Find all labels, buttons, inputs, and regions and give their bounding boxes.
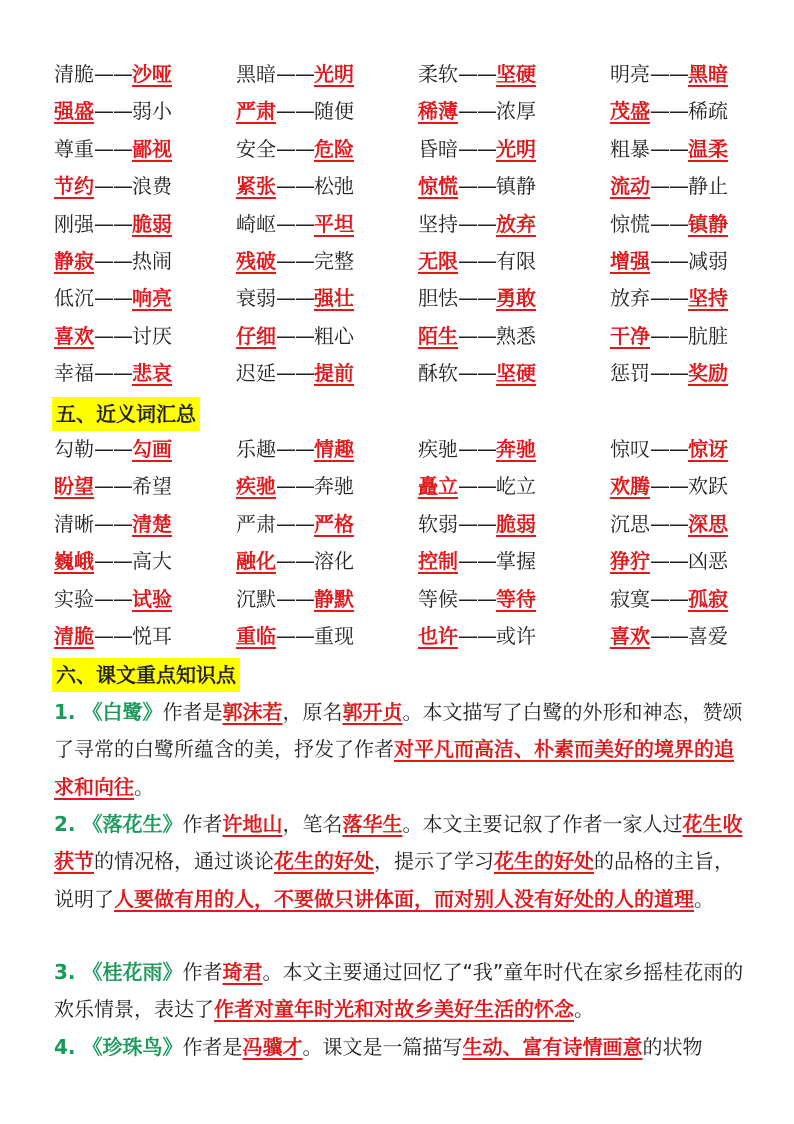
dash-separator: —— <box>650 549 688 574</box>
antonym-pair <box>236 355 354 392</box>
antonym-word: 光明 <box>314 62 354 86</box>
dash-separator: —— <box>276 323 314 348</box>
antonym-word: 弱小 <box>132 99 172 124</box>
antonym-word: 残破 <box>236 249 276 273</box>
synonym-word: 奔驰 <box>314 474 354 499</box>
antonym-word: 减弱 <box>688 249 728 273</box>
antonym-pair <box>54 280 172 317</box>
antonym-word: 坚持 <box>418 211 458 236</box>
antonym-pair <box>610 168 728 205</box>
antonym-word: 严肃 <box>236 99 276 124</box>
synonym-pair <box>236 543 354 580</box>
antonym-word: 粗暴 <box>610 136 650 161</box>
synonym-word: 寂寞 <box>610 586 650 611</box>
dash-separator: —— <box>94 511 132 536</box>
antonym-pair <box>418 168 536 205</box>
synonym-word: 重现 <box>314 624 354 648</box>
synonym-pair <box>610 543 728 580</box>
antonym-word: 安全 <box>236 136 276 161</box>
body-text: 。 <box>694 886 714 911</box>
dash-separator: —— <box>458 323 496 348</box>
antonym-pair <box>610 243 728 280</box>
key-phrase: 冯骥才 <box>242 1035 303 1059</box>
synonym-word: 疾驰 <box>236 474 276 499</box>
synonym-word: 高大 <box>132 549 172 574</box>
dash-separator: —— <box>94 211 132 236</box>
dash-separator: —— <box>94 136 132 161</box>
knowledge-paragraph <box>54 806 746 918</box>
antonym-pair <box>418 243 536 280</box>
antonym-pair <box>236 206 354 243</box>
item-number: 2. <box>54 812 83 836</box>
synonym-word: 盼望 <box>54 474 94 499</box>
synonym-word: 疾驰 <box>418 437 458 461</box>
antonym-pair <box>418 131 536 168</box>
dash-separator: —— <box>458 99 496 124</box>
synonym-pair <box>418 468 536 505</box>
body-text: 的情况格，通过谈论 <box>94 849 274 874</box>
dash-separator: —— <box>458 437 496 461</box>
key-phrase: 落华生 <box>342 812 403 836</box>
antonym-word: 强壮 <box>314 286 354 311</box>
antonym-pair <box>54 168 172 205</box>
synonym-word: 溶化 <box>314 549 354 574</box>
dash-separator: —— <box>650 136 688 161</box>
antonym-word: 幸福 <box>54 361 94 386</box>
dash-separator: —— <box>650 586 688 611</box>
synonym-pair <box>236 468 354 505</box>
antonym-pair <box>54 206 172 243</box>
body-text: 。 <box>574 997 594 1022</box>
synonym-pair <box>54 543 172 580</box>
antonym-pair <box>610 131 728 168</box>
key-phrase: 许地山 <box>222 812 283 836</box>
synonym-word: 惊叹 <box>610 437 650 461</box>
antonym-pair <box>54 131 172 168</box>
synonym-pair <box>418 618 536 655</box>
antonym-word: 勇敢 <box>496 286 536 311</box>
synonym-word: 重临 <box>236 624 276 648</box>
item-number: 4. <box>54 1035 83 1059</box>
antonym-word: 低沉 <box>54 286 94 311</box>
antonym-row <box>0 280 794 317</box>
body-text: 作者 <box>182 812 223 836</box>
antonym-word: 奖励 <box>688 361 728 386</box>
synonym-row <box>0 581 794 618</box>
synonym-word: 严肃 <box>236 511 276 536</box>
synonym-word: 或许 <box>496 624 536 648</box>
key-phrase: 花生收获节 <box>54 812 743 874</box>
knowledge-paragraph <box>54 1029 746 1066</box>
dash-separator: —— <box>650 361 688 386</box>
antonym-word: 稀薄 <box>418 99 458 124</box>
item-number: 3. <box>54 960 83 984</box>
synonym-word: 等候 <box>418 586 458 611</box>
antonym-pair <box>54 93 172 130</box>
antonym-word: 刚强 <box>54 211 94 236</box>
antonym-word: 衰弱 <box>236 286 276 311</box>
antonym-pair <box>236 93 354 130</box>
synonym-word: 控制 <box>418 549 458 574</box>
antonym-word: 放弃 <box>610 286 650 311</box>
antonym-pair <box>236 280 354 317</box>
dash-separator: —— <box>650 511 688 536</box>
dash-separator: —— <box>94 286 132 311</box>
body-text: 。本文描写了白鹭的外形和神态，赞颂了寻常的白鹭所蕴含的美，抒发了作者 <box>54 700 743 762</box>
synonym-word: 孤寂 <box>688 586 728 611</box>
antonym-pair <box>610 93 728 130</box>
synonym-word: 试验 <box>132 586 172 611</box>
antonym-word: 清脆 <box>54 62 94 86</box>
dash-separator: —— <box>650 286 688 311</box>
dash-separator: —— <box>276 286 314 311</box>
antonym-word: 惊慌 <box>610 211 650 236</box>
antonym-pair <box>236 131 354 168</box>
antonym-word: 鄙视 <box>132 136 172 161</box>
antonym-pair <box>418 56 536 93</box>
body-text: 。本文主要通过回忆了“我”童年时代在家乡摇桂花雨的欢乐情景，表达了 <box>54 960 744 1022</box>
antonym-word: 粗心 <box>314 323 354 348</box>
synonym-pair <box>54 581 172 618</box>
body-text: 的品格的主旨，说明了 <box>54 849 734 911</box>
synonym-word: 沉默 <box>236 586 276 611</box>
antonym-word: 黑暗 <box>688 62 728 86</box>
dash-separator: —— <box>276 62 314 86</box>
antonym-word: 迟延 <box>236 361 276 386</box>
knowledge-paragraph <box>54 954 746 1029</box>
synonym-row <box>0 543 794 580</box>
dash-separator: —— <box>650 174 688 199</box>
synonym-word: 屹立 <box>496 474 536 499</box>
dash-separator: —— <box>650 437 688 461</box>
section5-heading: 五、近义词汇总 <box>52 397 200 431</box>
antonym-pair <box>610 56 728 93</box>
antonym-row <box>0 131 794 168</box>
antonym-word: 镇静 <box>496 174 536 199</box>
antonym-word: 镇静 <box>688 211 728 236</box>
dash-separator: —— <box>458 511 496 536</box>
antonym-pair <box>418 93 536 130</box>
antonym-word: 无限 <box>418 249 458 273</box>
synonym-pair <box>418 543 536 580</box>
synonym-pair <box>236 581 354 618</box>
antonym-pair <box>54 355 172 392</box>
antonym-word: 完整 <box>314 249 354 273</box>
antonym-word: 松弛 <box>314 174 354 199</box>
key-phrase: 对平凡而高洁、朴素而美好的境界的追求和向往 <box>54 737 734 799</box>
body-text: 作者是 <box>162 700 223 724</box>
antonym-pair <box>418 280 536 317</box>
antonym-word: 惩罚 <box>610 361 650 386</box>
dash-separator: —— <box>276 586 314 611</box>
body-text: 作者 <box>182 960 223 984</box>
body-text: ，笔名 <box>282 812 343 836</box>
synonym-pair <box>236 506 354 543</box>
antonym-word: 节约 <box>54 174 94 199</box>
antonym-word: 强盛 <box>54 99 94 124</box>
synonym-pair <box>418 506 536 543</box>
lesson-title: 《桂花雨》 <box>82 960 183 984</box>
antonym-word: 讨厌 <box>132 323 172 348</box>
dash-separator: —— <box>276 99 314 124</box>
synonym-pair <box>54 618 172 655</box>
synonym-pair <box>610 618 728 655</box>
antonym-word: 静止 <box>688 174 728 199</box>
synonym-word: 深思 <box>688 511 728 536</box>
dash-separator: —— <box>650 249 688 273</box>
dash-separator: —— <box>276 174 314 199</box>
antonym-word: 静寂 <box>54 249 94 273</box>
synonym-word: 软弱 <box>418 511 458 536</box>
dash-separator: —— <box>94 549 132 574</box>
synonym-word: 静默 <box>314 586 354 611</box>
antonym-word: 稀疏 <box>688 99 728 124</box>
body-text: ，提示了学习 <box>374 849 494 874</box>
synonym-pair <box>418 581 536 618</box>
dash-separator: —— <box>94 174 132 199</box>
synonym-word: 也许 <box>418 624 458 648</box>
synonym-word: 情趣 <box>314 437 354 461</box>
dash-separator: —— <box>276 136 314 161</box>
dash-separator: —— <box>458 249 496 273</box>
dash-separator: —— <box>650 211 688 236</box>
synonym-pair <box>610 581 728 618</box>
antonym-word: 仔细 <box>236 323 276 348</box>
dash-separator: —— <box>276 474 314 499</box>
dash-separator: —— <box>276 437 314 461</box>
antonym-pair <box>236 56 354 93</box>
synonym-word: 欢腾 <box>610 474 650 499</box>
synonym-pair <box>54 506 172 543</box>
synonym-word: 沉思 <box>610 511 650 536</box>
dash-separator: —— <box>650 99 688 124</box>
synonym-pair <box>54 468 172 505</box>
body-text: 。本文主要记叙了作者一家人过 <box>402 812 683 836</box>
synonym-word: 脆弱 <box>496 511 536 536</box>
antonym-word: 坚硬 <box>496 361 536 386</box>
synonym-word: 严格 <box>314 511 354 536</box>
antonym-pair <box>236 243 354 280</box>
antonym-row <box>0 93 794 130</box>
dash-separator: —— <box>458 211 496 236</box>
synonym-word: 凶恶 <box>688 549 728 574</box>
synonym-word: 清楚 <box>132 511 172 536</box>
dash-separator: —— <box>94 361 132 386</box>
antonym-word: 流动 <box>610 174 650 199</box>
antonym-word: 茂盛 <box>610 99 650 124</box>
antonym-row <box>0 243 794 280</box>
item-number: 1. <box>54 700 83 724</box>
dash-separator: —— <box>458 586 496 611</box>
antonym-word: 响亮 <box>132 286 172 311</box>
synonym-word: 矗立 <box>418 474 458 499</box>
antonym-word: 温柔 <box>688 136 728 161</box>
key-phrase: 琦君 <box>222 960 263 984</box>
synonym-pair <box>418 431 536 468</box>
synonym-word: 勾勒 <box>54 437 94 461</box>
synonym-word: 喜欢 <box>610 624 650 648</box>
dash-separator: —— <box>458 624 496 648</box>
dash-separator: —— <box>94 437 132 461</box>
dash-separator: —— <box>458 136 496 161</box>
antonym-word: 干净 <box>610 323 650 348</box>
antonym-pair <box>610 206 728 243</box>
dash-separator: —— <box>94 99 132 124</box>
synonym-pair <box>54 431 172 468</box>
dash-separator: —— <box>276 511 314 536</box>
dash-separator: —— <box>276 249 314 273</box>
antonym-word: 有限 <box>496 249 536 273</box>
antonym-word: 增强 <box>610 249 650 273</box>
synonym-word: 喜爱 <box>688 624 728 648</box>
lesson-title: 《落花生》 <box>82 812 183 836</box>
antonym-word: 浪费 <box>132 174 172 199</box>
body-text: 。 <box>134 774 154 799</box>
antonym-word: 危险 <box>314 136 354 161</box>
antonym-pair <box>610 318 728 355</box>
antonym-word: 脆弱 <box>132 211 172 236</box>
antonym-word: 尊重 <box>54 136 94 161</box>
synonym-word: 掌握 <box>496 549 536 574</box>
body-text: 的状物 <box>642 1035 703 1059</box>
antonym-pair <box>54 318 172 355</box>
antonym-word: 黑暗 <box>236 62 276 86</box>
dash-separator: —— <box>458 549 496 574</box>
antonym-pair <box>418 318 536 355</box>
antonym-word: 昏暗 <box>418 136 458 161</box>
dash-separator: —— <box>650 474 688 499</box>
dash-separator: —— <box>458 286 496 311</box>
lesson-title: 《珍珠鸟》 <box>82 1035 183 1059</box>
antonym-word: 坚持 <box>688 286 728 311</box>
antonym-word: 紧张 <box>236 174 276 199</box>
antonym-word: 放弃 <box>496 211 536 236</box>
body-text: 作者是 <box>182 1035 243 1059</box>
synonym-word: 奔驰 <box>496 437 536 461</box>
synonym-word: 乐趣 <box>236 437 276 461</box>
antonym-word: 酥软 <box>418 361 458 386</box>
antonym-word: 肮脏 <box>688 323 728 348</box>
antonym-pair <box>54 243 172 280</box>
antonym-word: 陌生 <box>418 323 458 348</box>
antonym-row <box>0 318 794 355</box>
knowledge-paragraph <box>54 694 746 806</box>
dash-separator: —— <box>650 323 688 348</box>
key-phrase: 人要做有用的人，不要做只讲体面，而对别人没有好处的人的道理 <box>114 886 694 911</box>
synonym-word: 狰狞 <box>610 549 650 574</box>
synonym-word: 勾画 <box>132 437 172 461</box>
dash-separator: —— <box>276 211 314 236</box>
antonym-row <box>0 168 794 205</box>
synonym-pair <box>236 618 354 655</box>
dash-separator: —— <box>94 323 132 348</box>
body-text: ，原名 <box>282 700 343 724</box>
antonym-word: 沙哑 <box>132 62 172 86</box>
antonym-pair <box>236 318 354 355</box>
key-phrase: 花生的好处 <box>274 849 374 874</box>
synonym-pair <box>610 468 728 505</box>
antonym-word: 光明 <box>496 136 536 161</box>
synonym-word: 实验 <box>54 586 94 611</box>
dash-separator: —— <box>94 624 132 648</box>
dash-separator: —— <box>650 624 688 648</box>
dash-separator: —— <box>458 474 496 499</box>
synonym-word: 融化 <box>236 549 276 574</box>
antonym-word: 热闹 <box>132 249 172 273</box>
synonym-word: 惊讶 <box>688 437 728 461</box>
synonym-word: 清脆 <box>54 624 94 648</box>
antonym-word: 随便 <box>314 99 354 124</box>
lesson-title: 《白鹭》 <box>82 700 163 724</box>
antonym-pair <box>54 56 172 93</box>
antonym-word: 悲哀 <box>132 361 172 386</box>
synonym-word: 巍峨 <box>54 549 94 574</box>
antonym-row <box>0 56 794 93</box>
dash-separator: —— <box>458 62 496 86</box>
dash-separator: —— <box>276 624 314 648</box>
antonym-pair <box>610 280 728 317</box>
antonym-word: 提前 <box>314 361 354 386</box>
dash-separator: —— <box>458 174 496 199</box>
antonym-word: 胆怯 <box>418 286 458 311</box>
synonym-word: 等待 <box>496 586 536 611</box>
dash-separator: —— <box>650 62 688 86</box>
synonym-row <box>0 431 794 468</box>
antonym-word: 惊慌 <box>418 174 458 199</box>
dash-separator: —— <box>458 361 496 386</box>
antonym-row <box>0 355 794 392</box>
key-phrase: 生动、富有诗情画意 <box>462 1035 643 1059</box>
key-phrase: 郭开贞 <box>342 700 403 724</box>
section6-heading: 六、课文重点知识点 <box>52 658 240 692</box>
synonym-row <box>0 506 794 543</box>
key-phrase: 作者对童年时光和对故乡美好生活的怀念 <box>214 997 574 1022</box>
dash-separator: —— <box>94 249 132 273</box>
antonym-pair <box>610 355 728 392</box>
antonym-word: 坚硬 <box>496 62 536 86</box>
antonym-pair <box>236 168 354 205</box>
key-phrase: 花生的好处 <box>494 849 594 874</box>
dash-separator: —— <box>276 361 314 386</box>
synonym-word: 清晰 <box>54 511 94 536</box>
synonym-word: 欢跃 <box>688 474 728 499</box>
synonym-pair <box>236 431 354 468</box>
antonym-word: 浓厚 <box>496 99 536 124</box>
synonym-row <box>0 468 794 505</box>
antonym-word: 平坦 <box>314 211 354 236</box>
synonym-pair <box>610 431 728 468</box>
synonym-word: 悦耳 <box>132 624 172 648</box>
antonym-pair <box>418 355 536 392</box>
antonym-row <box>0 206 794 243</box>
antonym-word: 喜欢 <box>54 323 94 348</box>
dash-separator: —— <box>94 62 132 86</box>
antonym-word: 柔软 <box>418 62 458 86</box>
synonym-row <box>0 618 794 655</box>
dash-separator: —— <box>94 586 132 611</box>
antonym-word: 明亮 <box>610 62 650 86</box>
dash-separator: —— <box>276 549 314 574</box>
synonym-pair <box>610 506 728 543</box>
body-text: 。课文是一篇描写 <box>302 1035 463 1059</box>
antonym-word: 崎岖 <box>236 211 276 236</box>
key-phrase: 郭沫若 <box>222 700 283 724</box>
antonym-word: 熟悉 <box>496 323 536 348</box>
antonym-pair <box>418 206 536 243</box>
synonym-word: 希望 <box>132 474 172 499</box>
dash-separator: —— <box>94 474 132 499</box>
